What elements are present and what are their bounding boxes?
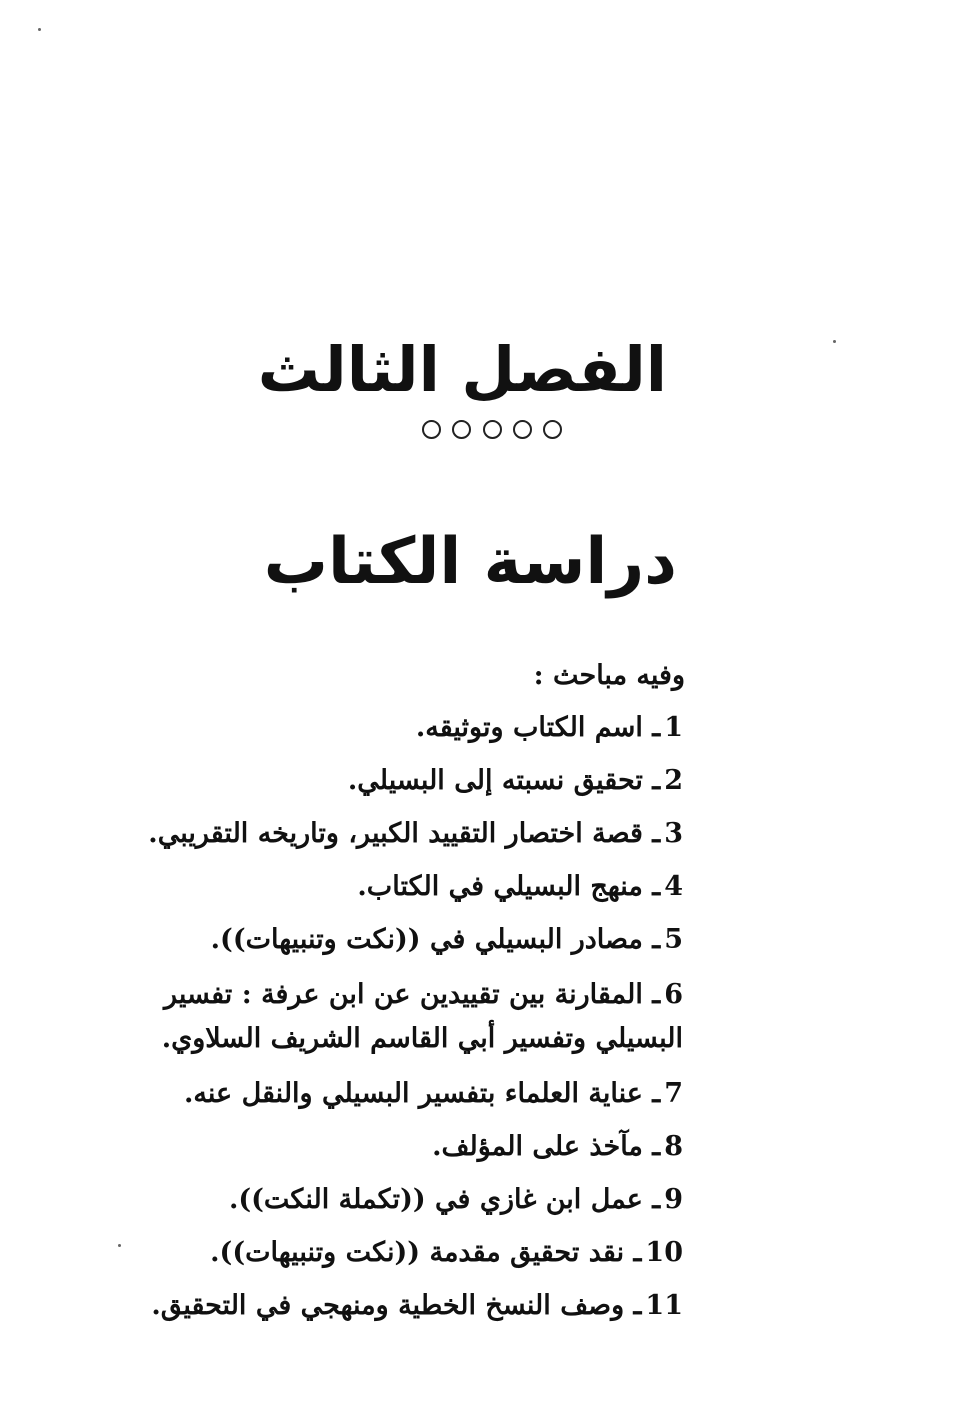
topic-number: 7 — [664, 1078, 683, 1109]
topic-item — [0, 920, 683, 960]
ornament-circle-icon — [452, 420, 471, 439]
topic-number: 10 — [645, 1237, 683, 1268]
ornament-circle-icon — [422, 420, 441, 439]
topic-text: ـ قصة اختصار التقييد الكبير، وتاريخه التقريبي. — [148, 818, 661, 849]
topics-list — [0, 708, 683, 1339]
topic-number: 8 — [664, 1131, 683, 1162]
topic-text: ـ نقد تحقيق مقدمة ((نكت وتنبيهات)). — [210, 1237, 642, 1268]
topic-item — [103, 973, 683, 1061]
topic-item — [0, 761, 683, 801]
topic-item — [0, 814, 683, 854]
topic-item — [0, 1127, 683, 1167]
topic-number: 6 — [664, 979, 683, 1010]
topic-text: ـ اسم الكتاب وتوثيقه. — [415, 712, 661, 743]
topic-text: ـ مصادر البسيلي في ((نكت وتنبيهات)). — [210, 924, 661, 955]
topic-item — [0, 1233, 683, 1273]
topic-item — [0, 708, 683, 748]
topic-text: ـ مآخذ على المؤلف. — [432, 1131, 661, 1162]
ornament-circles — [422, 418, 562, 442]
scan-speck — [833, 340, 836, 343]
topic-number: 1 — [664, 712, 683, 743]
topics-intro: وفيه مباحث : — [533, 660, 685, 691]
topic-item — [0, 1180, 683, 1220]
topic-number: 9 — [664, 1184, 683, 1215]
chapter-subtitle: دراسة الكتاب — [263, 525, 677, 599]
topic-item — [0, 1074, 683, 1114]
topic-text: ـ منهج البسيلي في الكتاب. — [357, 871, 661, 902]
chapter-title: الفصل الثالث — [257, 333, 667, 406]
topic-item — [0, 867, 683, 907]
topic-number: 3 — [664, 818, 683, 849]
scan-speck — [118, 1244, 121, 1247]
ornament-circle-icon — [483, 420, 502, 439]
scan-speck — [38, 28, 41, 31]
topic-text: ـ وصف النسخ الخطية ومنهجي في التحقيق. — [151, 1290, 642, 1321]
topic-text: ـ تحقيق نسبته إلى البسيلي. — [347, 765, 661, 796]
topic-number: 4 — [664, 871, 683, 902]
ornament-circle-icon — [543, 420, 562, 439]
topic-text: ـ عمل ابن غازي في ((تكملة النكت)). — [228, 1184, 661, 1215]
topic-number: 2 — [664, 765, 683, 796]
topic-number: 5 — [664, 924, 683, 955]
ornament-circle-icon — [513, 420, 532, 439]
topic-text: ـ المقارنة بين تقييدين عن ابن عرفة : تفسير البسيلي وتفسير أبي القاسم الشريف السلاوي. — [161, 979, 683, 1054]
topic-number: 11 — [645, 1290, 683, 1321]
topic-item — [0, 1286, 683, 1326]
topic-text: ـ عناية العلماء بتفسير البسيلي والنقل عنه. — [184, 1078, 661, 1109]
